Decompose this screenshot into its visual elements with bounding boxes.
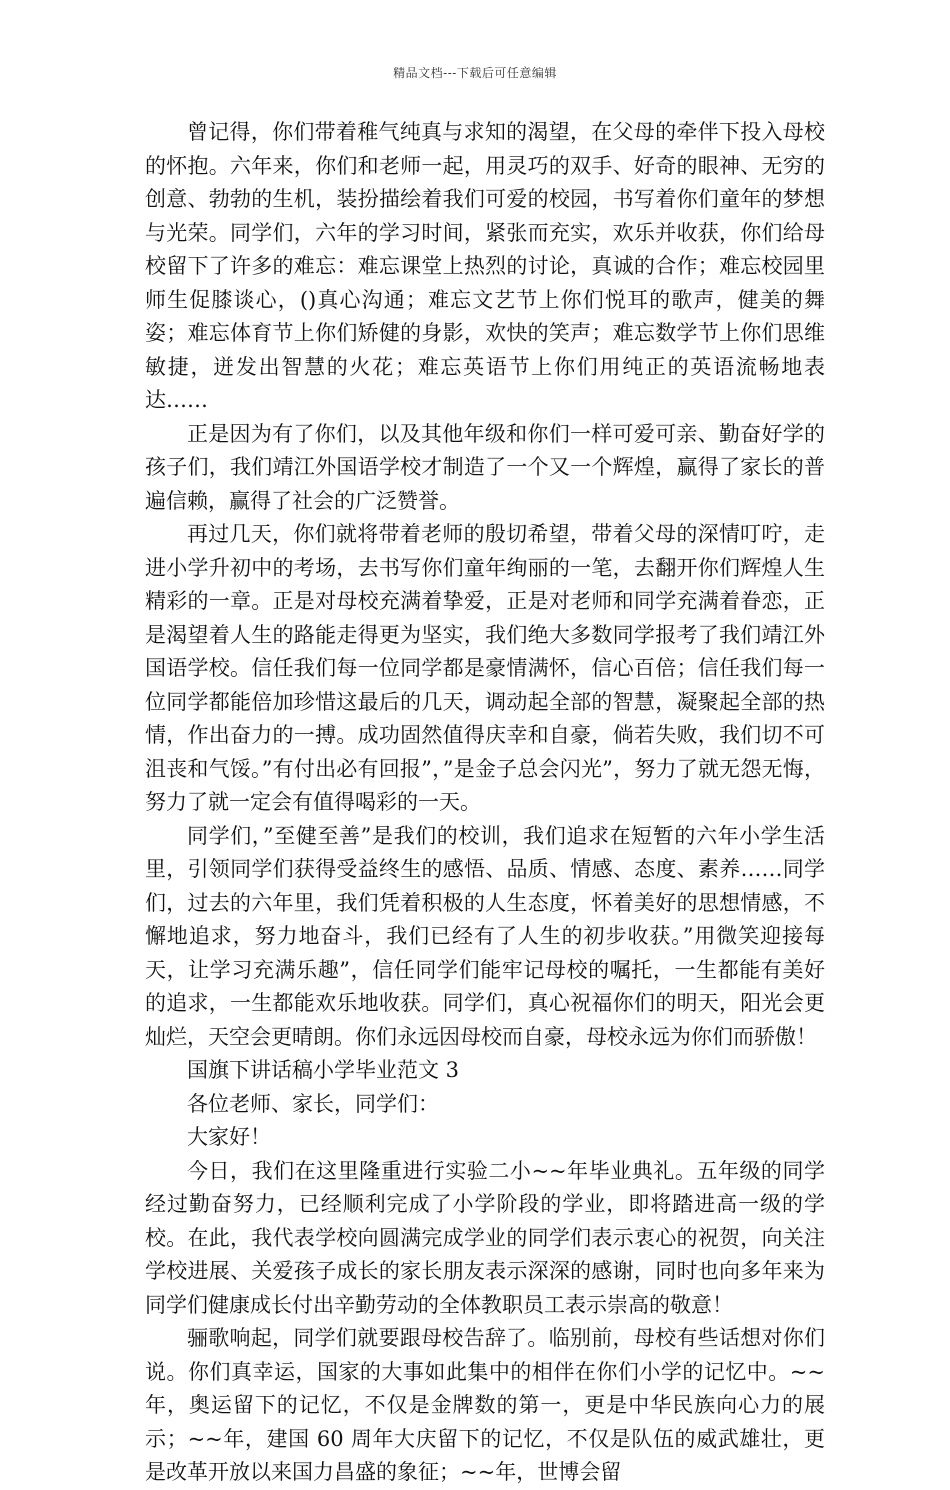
paragraph-school-motto: 同学们，”至健至善”是我们的校训，我们追求在短暂的六年小学生活里，引领同学们获得受益终生的感悟、品质、情感、态度、素养……同学们，过去的六年里，我们凭着积极的人生态度，怀着美好的思想情感，不懈地追求，努力地奋斗，我们已经有了人生的初步收获。”用微笑迎接每天，让学习充满乐趣”，信任同学们能牢记母校的嘱托，一生都能有美好的追求，一生都能欢乐地收获。同学们，真心祝福你们的明天，阳光会更灿烂，天空会更晴朗。你们永远因母校而自豪，母校永远为你们而骄傲！ [145, 823, 825, 1049]
section-title: 国旗下讲话稿小学毕业范文 3 [187, 1058, 460, 1082]
page-header: 精品文档---下载后可任意编辑 [393, 66, 557, 80]
paragraph-exam: 再过几天，你们就将带着老师的殷切希望，带着父母的深情叮咛，走进小学升初中的考场，去书写你们童年绚丽的一笔，去翻开你们辉煌人生精彩的一章。正是对母校充满着挚爱，正是对老师和同学充满着眷恋，正是渴望着人生的路能走得更为坚实，我们绝大多数同学报考了我们靖江外国语学校。信任我们每一位同学都是豪情满怀，信心百倍；信任我们每一位同学都能倍加珍惜这最后的几天，调动起全部的智慧，凝聚起全部的热情，作出奋力的一搏。成功固然值得庆幸和自豪，倘若失败，我们切不可沮丧和气馁。”有付出必有回报”，”是金子总会闪光”，努力了就无怨无悔，努力了就一定会有值得喝彩的一天。 [145, 522, 825, 814]
paragraph-achievement: 正是因为有了你们，以及其他年级和你们一样可爱可亲、勤奋好学的孩子们，我们靖江外国语学校才制造了一个又一个辉煌，赢得了家长的普遍信赖，赢得了社会的广泛赞誉。 [145, 421, 825, 513]
paragraph-memories: 曾记得，你们带着稚气纯真与求知的渴望，在父母的牵伴下投入母校的怀抱。六年来，你们和老师一起，用灵巧的双手、好奇的眼神、无穷的创意、勃勃的生机，装扮描绘着我们可爱的校园，书写着你们童年的梦想与光荣。同学们，六年的学习时间，紧张而充实，欢乐并收获，你们给母校留下了许多的难忘：难忘课堂上热烈的讨论，真诚的合作；难忘校园里师生促膝谈心，()真心沟通；难忘文艺节上你们悦耳的歌声，健美的舞姿；难忘体育节上你们矫健的身影，欢快的笑声；难忘数学节上你们思维敏捷，迸发出智慧的火花；难忘英语节上你们用纯正的英语流畅地表达…… [145, 120, 825, 412]
document-body [145, 116, 825, 1490]
greeting: 大家好！ [187, 1125, 271, 1149]
salutation: 各位老师、家长，同学们： [187, 1091, 439, 1116]
paragraph-farewell: 骊歌响起，同学们就要跟母校告辞了。临别前，母校有些话想对你们说。你们真幸运，国家的大事如此集中的相伴在你们小学的记忆中。~~年，奥运留下的记忆，不仅是金牌数的第一，更是中华民族向心力的展示；~~年，建国 60 周年大庆留下的记忆，不仅是队伍的威武雄壮，更是改革开放以来国力昌盛的象征；~~年，世博会留 [145, 1326, 825, 1484]
paragraph-ceremony: 今日，我们在这里隆重进行实验二小~~年毕业典礼。五年级的同学经过勤奋努力，已经顺利完成了小学阶段的学业，即将踏进高一级的学校。在此，我代表学校向圆满完成学业的同学们表示衷心的祝贺，向关注学校进展、关爱孩子成长的家长朋友表示深深的感谢，同时也向多年来为同学们健康成长付出辛勤劳动的全体教职员工表示崇高的敬意！ [145, 1158, 825, 1317]
